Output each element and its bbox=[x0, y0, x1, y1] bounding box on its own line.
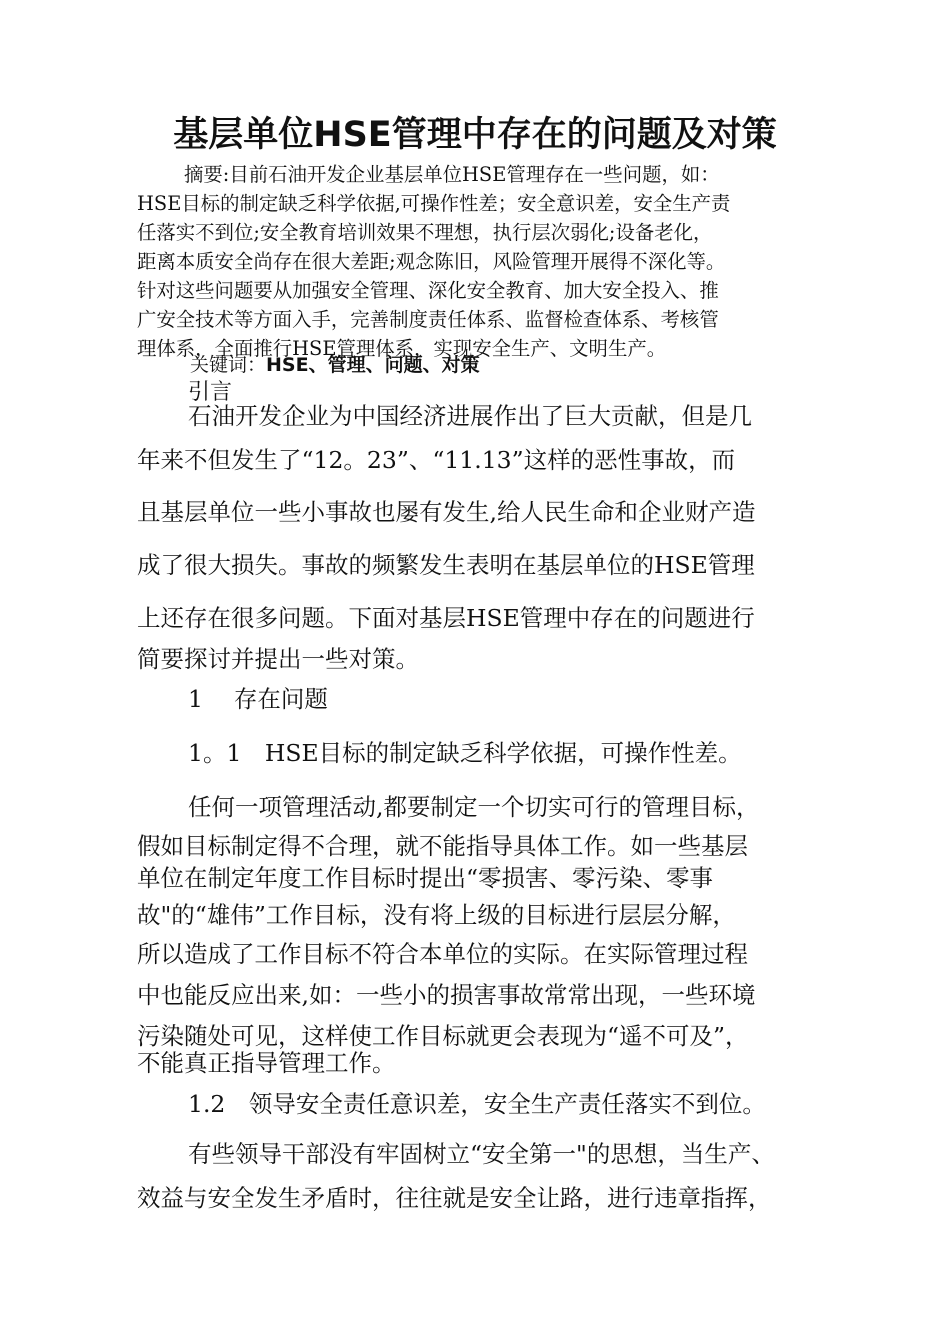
body-line: 有些领导干部没有牢固树立“安全第一"的思想，当生产、 bbox=[188, 1140, 775, 1168]
abstract bbox=[137, 160, 827, 363]
body-line: 中也能反应出来,如：一些小的损害事故常常出现，一些环境 bbox=[137, 981, 756, 1009]
body-line: 石油开发企业为中国经济进展作出了巨大贡献，但是几 bbox=[188, 402, 752, 430]
body-line: 单位在制定年度工作目标时提出“零损害、零污染、零事 bbox=[137, 864, 714, 892]
body-line: 上还存在很多问题。下面对基层HSE管理中存在的问题进行 bbox=[137, 604, 755, 632]
abstract-line: HSE目标的制定缺乏科学依据,可操作性差；安全意识差，安全生产责 bbox=[137, 192, 731, 215]
body-line: 成了很大损失。事故的频繁发生表明在基层单位的HSE管理 bbox=[137, 551, 755, 579]
subsection-heading: 1.2 领导安全责任意识差，安全生产责任落实不到位。 bbox=[188, 1090, 766, 1118]
body-line: 效益与安全发生矛盾时，往往就是安全让路，进行违章指挥， bbox=[137, 1184, 772, 1212]
keywords-value: HSE、管理、问题、对策 bbox=[266, 354, 480, 376]
body-line: 简要探讨并提出一些对策。 bbox=[137, 645, 419, 673]
section-heading: 1 存在问题 bbox=[188, 685, 328, 713]
body-line: 且基层单位一些小事故也屡有发生,给人民生命和企业财产造 bbox=[137, 498, 756, 526]
abstract-line: 广安全技术等方面入手，完善制度责任体系、监督检查体系、考核管 bbox=[137, 308, 719, 331]
section-heading-intro: 引言 bbox=[188, 380, 233, 405]
body-line: 故"的“雄伟”工作目标，没有将上级的目标进行层层分解， bbox=[137, 901, 736, 929]
body-line: 污染随处可见，这样使工作目标就更会表现为“遥不可及”， bbox=[137, 1022, 749, 1050]
abstract-line: 理体系，全面推行HSE管理体系，实现安全生产、文明生产。 bbox=[137, 337, 667, 360]
body-line: 假如目标制定得不合理，就不能指导具体工作。如一些基层 bbox=[137, 832, 748, 860]
body-line: 任何一项管理活动,都要制定一个切实可行的管理目标， bbox=[188, 793, 760, 821]
abstract-line: 距离本质安全尚存在很大差距;观念陈旧，风险管理开展得不深化等。 bbox=[137, 250, 726, 273]
abstract-line: 摘要:目前石油开发企业基层单位HSE管理存在一些问题，如： bbox=[184, 163, 720, 186]
abstract-line: 针对这些问题要从加强安全管理、深化安全教育、加大安全投入、推 bbox=[137, 279, 719, 302]
body-line: 年来不但发生了“12。23”、“11.13”这样的恶性事故，而 bbox=[137, 446, 736, 474]
keywords-label: 关键词： bbox=[190, 354, 267, 376]
keywords bbox=[190, 351, 480, 379]
body-line: 不能真正指导管理工作。 bbox=[137, 1049, 396, 1077]
subsection-heading: 1。1 HSE目标的制定缺乏科学依据，可操作性差。 bbox=[188, 739, 742, 767]
abstract-line: 任落实不到位;安全教育培训效果不理想，执行层次弱化;设备老化， bbox=[137, 221, 713, 244]
document-title: 基层单位HSE管理中存在的问题及对策 bbox=[173, 115, 777, 155]
body-line: 所以造成了工作目标不符合本单位的实际。在实际管理过程 bbox=[137, 940, 748, 968]
